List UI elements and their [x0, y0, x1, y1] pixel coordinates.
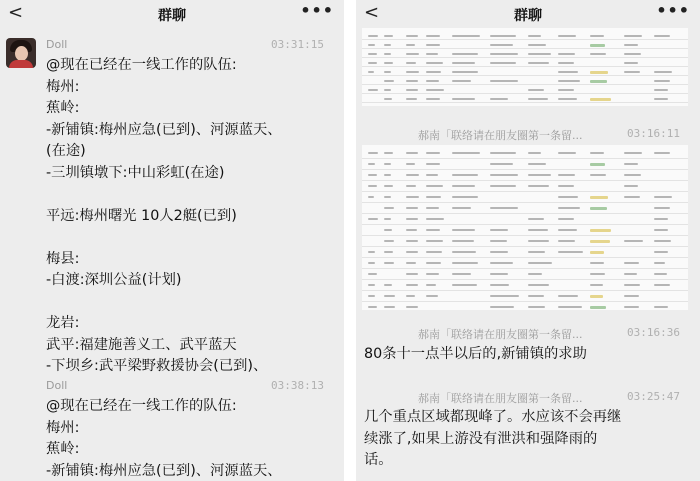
message-text: 几个重点区域都现峰了。水应该不会再继 续涨了,如果上游没有泄洪和强降雨的 话。: [364, 409, 622, 468]
message-sender: 郝南「联络请在朋友圈第一条留...: [418, 392, 583, 405]
message-text: @现在已经在一线工作的队伍: 梅州: 蕉岭: -新铺镇:梅州应急(已到)、河源蓝天、 (在途) -三圳镇墩下:中山彩虹(在途) 平远:梅州曙光 10人2艇(已到) 梅县: -白渡:深圳公益(计划) 龙岩: 武平:福建施善义工、武平蓝天 -下坝乡:武平梁野救援协会(已到)、: [46, 57, 282, 374]
back-button[interactable]: <: [364, 2, 380, 23]
message-time: 03:38:13: [271, 379, 324, 392]
message-time: 03:16:36: [627, 326, 680, 339]
chat-panel-right: [356, 0, 700, 481]
chat-title: 群聊: [514, 8, 542, 24]
more-button[interactable]: •••: [656, 1, 690, 20]
message-sender: Doll: [46, 379, 68, 392]
chat-title: 群聊: [158, 8, 186, 24]
message-sender: 郝南「联络请在朋友圈第一条留...: [418, 129, 583, 142]
chat-panel-left: [0, 0, 344, 481]
message-time: 03:25:47: [627, 390, 680, 403]
avatar[interactable]: [6, 38, 36, 68]
message-time: 03:16:11: [627, 127, 680, 140]
message-sender: Doll: [46, 38, 68, 51]
back-button[interactable]: <: [8, 2, 24, 23]
message-sender: 郝南「联络请在朋友圈第一条留...: [418, 328, 583, 341]
image-attachment[interactable]: [362, 28, 688, 106]
message-text: @现在已经在一线工作的队伍: 梅州: 蕉岭: -新铺镇:梅州应急(已到)、河源蓝天、: [46, 398, 282, 479]
more-button[interactable]: •••: [300, 1, 334, 20]
chat-header: [0, 0, 344, 28]
message-time: 03:31:15: [271, 38, 324, 51]
chat-header: [356, 0, 700, 28]
image-attachment[interactable]: [362, 145, 688, 310]
message-text: 80条十一点半以后的,新铺镇的求助: [364, 346, 587, 362]
